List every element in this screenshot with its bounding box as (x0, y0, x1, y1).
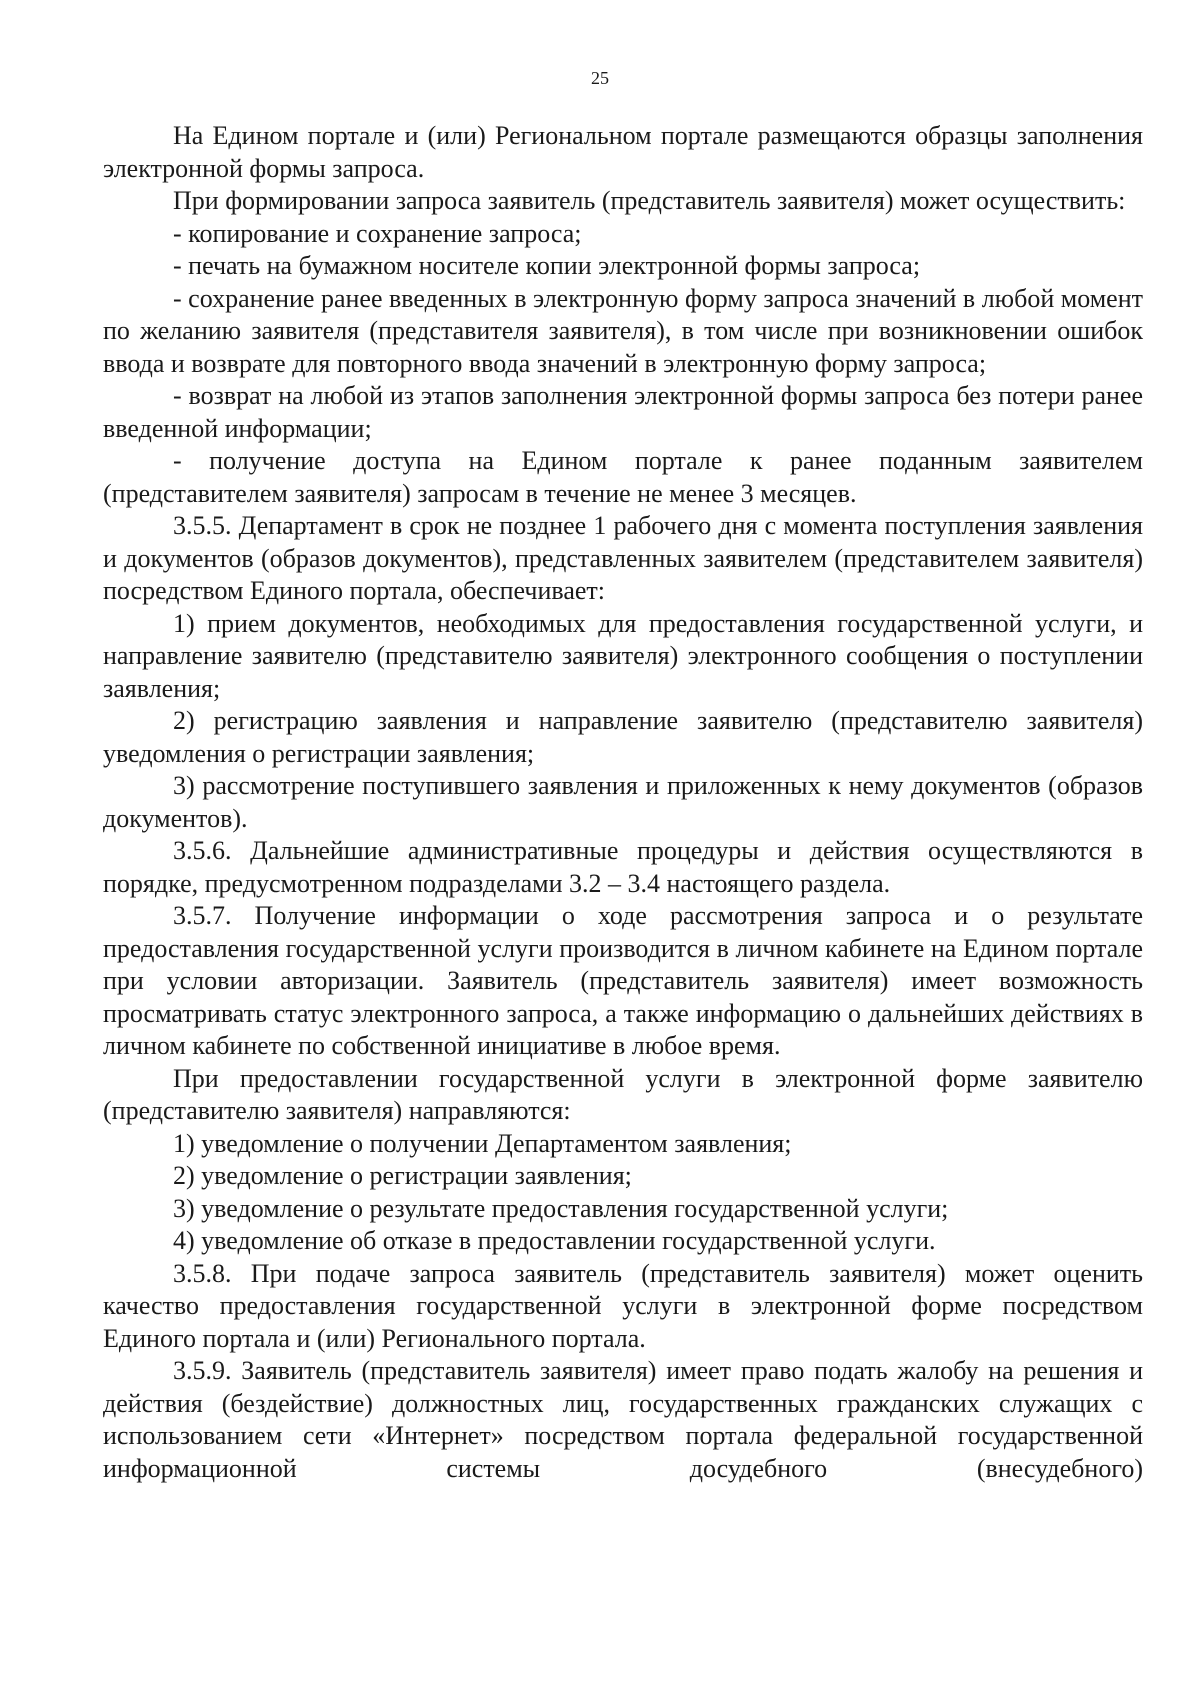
paragraph-notifications: При предоставлении государственной услуги в электронной форме заявителю (представителю заявителя) направляются: (103, 1063, 1143, 1125)
paragraph-3-5-7: 3.5.7. Получение информации о ходе рассмотрения запроса и о результате предоставления государственной услуги производится в личном кабинете на Едином портале при условии авторизации. Заявитель (представитель заявителя) имеет возможность просматривать статус электронного запроса, а также информацию о дальнейших действиях в личном кабинете по собственной инициативе в любое время. (103, 901, 1143, 1060)
paragraph-3-5-5: 3.5.5. Департамент в срок не позднее 1 рабочего дня с момента поступления заявления и документов (образов документов), представленных заявителем (представителем заявителя) посредством Единого портала, обеспечивает: (103, 511, 1143, 605)
paragraph-samples: На Едином портале и (или) Региональном портале размещаются образцы заполнения электронной формы запроса. (103, 121, 1143, 183)
paragraph-3-5-9: 3.5.9. Заявитель (представитель заявителя) имеет право подать жалобу на решения и действия (бездействие) должностных лиц, государственных гражданских служащих с использованием сети «Интернет» посредством портала федеральной государственной информационной системы досудебного (внесудебного) (103, 1356, 1143, 1483)
list-item-notice-result: 3) уведомление о результате предоставления государственной услуги; (173, 1193, 949, 1223)
list-item-access: - получение доступа на Едином портале к ранее поданным заявителем (представителем заявителя) запросам в течение не менее 3 месяцев. (103, 446, 1143, 508)
list-item-return-stage: - возврат на любой из этапов заполнения электронной формы запроса без потери ранее введенной информации; (103, 381, 1143, 443)
list-item-registration: 2) регистрацию заявления и направление заявителю (представителю заявителя) уведомления о регистрации заявления; (103, 706, 1143, 768)
list-item-reception: 1) прием документов, необходимых для предоставления государственной услуги, и направление заявителю (представителю заявителя) электронного сообщения о поступлении заявления; (103, 608, 1143, 703)
list-item-notice-refusal: 4) уведомление об отказе в предоставлении государственной услуги. (173, 1226, 936, 1255)
paragraph-request-forming: При формировании запроса заявитель (представитель заявителя) может осуществить: (173, 186, 1126, 215)
list-item-notice-registered: 2) уведомление о регистрации заявления; (173, 1161, 632, 1190)
list-item-review: 3) рассмотрение поступившего заявления и приложенных к нему документов (образов документов). (103, 771, 1143, 833)
list-item-notice-received: 1) уведомление о получении Департаментом заявления; (173, 1128, 792, 1158)
list-item-copy-save: - копирование и сохранение запроса; (173, 218, 582, 248)
page-number: 25 (591, 68, 609, 88)
paragraph-3-5-6: 3.5.6. Дальнейшие административные процедуры и действия осуществляются в порядке, предусмотренном подразделами 3.2 – 3.4 настоящего раздела. (103, 836, 1143, 898)
paragraph-3-5-8: 3.5.8. При подаче запроса заявитель (представитель заявителя) может оценить качество предоставления государственной услуги в электронной форме посредством Единого портала и (или) Регионального портала. (103, 1258, 1143, 1353)
list-item-print: - печать на бумажном носителе копии электронной формы запроса; (173, 251, 921, 280)
list-item-save-values: - сохранение ранее введенных в электронную форму запроса значений в любой момент по желанию заявителя (представителя заявителя), в том числе при возникновении ошибок ввода и возврате для повторного ввода значений в электронную форму запроса; (103, 283, 1143, 378)
document-body (103, 120, 1143, 1485)
